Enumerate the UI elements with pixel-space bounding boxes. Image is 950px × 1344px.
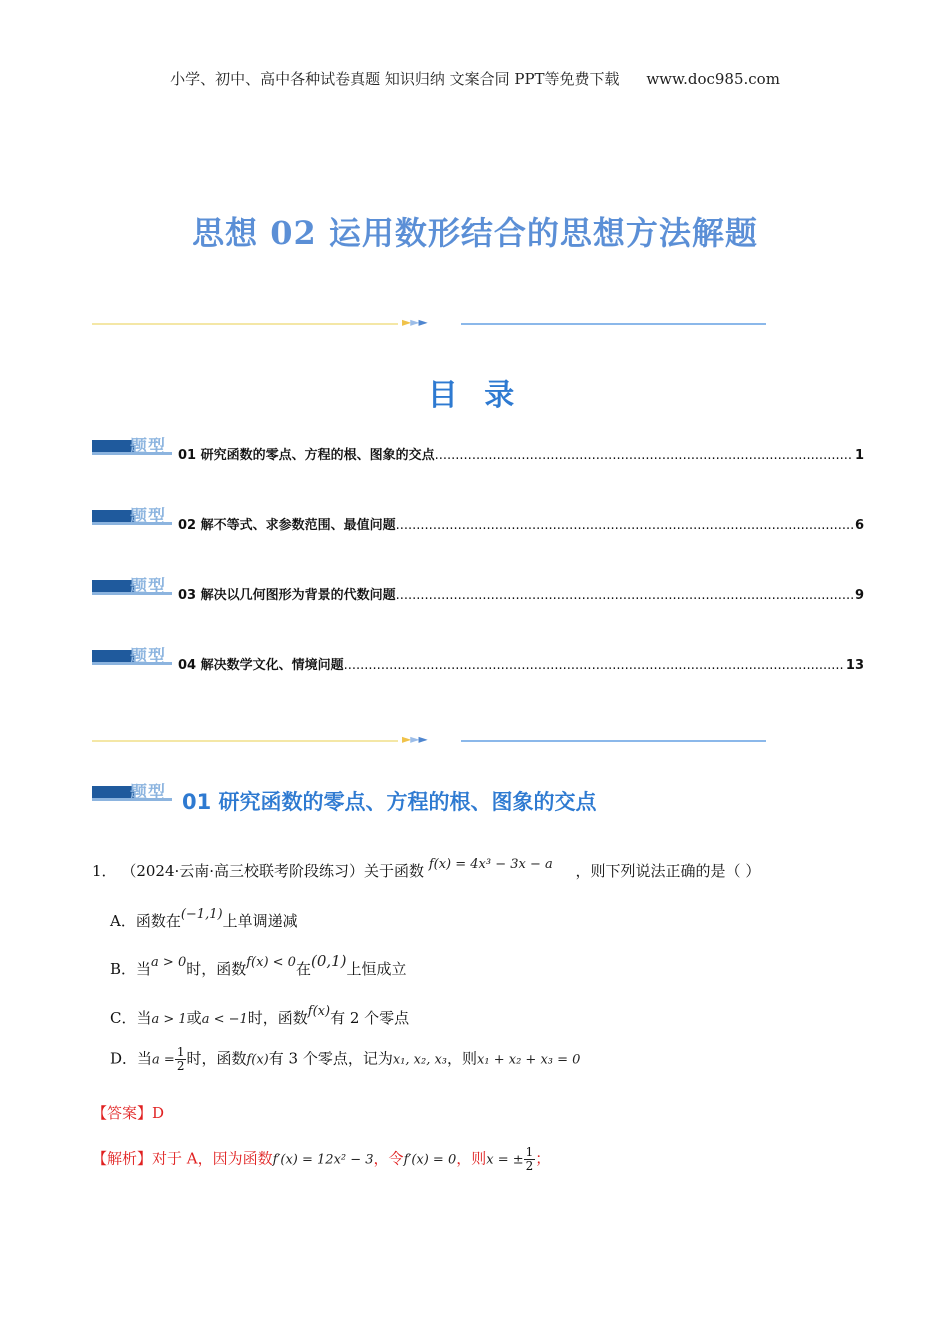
toc-item[interactable] <box>178 654 864 673</box>
triple-arrow-icon: ►►► <box>402 732 427 746</box>
question-source: （2024·云南·高三校联考阶段练习）关于函数 <box>121 862 425 880</box>
question-tail: ，则下列说法正确的是（ ） <box>575 862 761 880</box>
badge-icon: 题型 <box>92 504 172 526</box>
badge-icon: 题型 <box>92 644 172 666</box>
header-url[interactable]: www.doc985.com <box>646 70 780 88</box>
toc-item-page: 1 <box>854 448 864 463</box>
toc-item[interactable] <box>178 444 864 463</box>
toc-leader <box>344 658 844 673</box>
section-heading: 01 研究函数的零点、方程的根、图象的交点 <box>182 790 597 814</box>
toc-item-label: 04 解决数学文化、情境问题 <box>178 658 344 673</box>
option-d[interactable]: D．当a = $\frac{1}{2}$ 时，函数f(x)有 3 个零点，记为x₁, x₂, x₃，则x₁ + x₂ + x₃ = 0 <box>110 1045 581 1073</box>
toc-item-page: 6 <box>854 518 864 533</box>
toc-leader <box>435 448 853 463</box>
fraction: $\frac{1}{2}$ <box>176 1045 185 1073</box>
question-stem <box>92 857 761 881</box>
divider-top <box>92 315 766 330</box>
toc-leader <box>396 518 853 533</box>
answer-value: D <box>152 1104 165 1122</box>
divider-right-line <box>461 740 766 742</box>
option-a[interactable]: A．函数在(−1,1)上单调递减 <box>110 907 298 930</box>
toc-item-label: 01 研究函数的零点、方程的根、图象的交点 <box>178 448 435 463</box>
toc-item-label: 03 解决以几何图形为背景的代数问题 <box>178 588 396 603</box>
badge-icon: 题型 <box>92 780 172 802</box>
toc-item[interactable] <box>178 584 864 603</box>
option-c[interactable]: C．当a > 1或a < −1时，函数f(x)有 2 个零点 <box>110 1004 410 1027</box>
badge-icon: 题型 <box>92 434 172 456</box>
divider-left-line <box>92 323 398 325</box>
divider-right-line <box>461 323 766 325</box>
analysis-line: 【解析】对于 A，因为函数f′(x) = 12x² − 3，令f′(x) = 0，则x = ± $\frac{1}{2}$ ； <box>92 1145 551 1173</box>
analysis-label: 【解析】 <box>92 1149 153 1168</box>
page-title: 思想 02 运用数形结合的思想方法解题 <box>192 214 758 252</box>
fraction: $\frac{1}{2}$ <box>525 1145 534 1173</box>
toc-leader <box>396 588 853 603</box>
divider-left-line <box>92 740 398 742</box>
divider-bottom <box>92 732 766 747</box>
toc-item-page: 9 <box>854 588 864 603</box>
header-text: 小学、初中、高中各种试卷真题 知识归纳 文案合同 PPT等免费下载 <box>170 70 620 88</box>
toc-item[interactable] <box>178 514 864 533</box>
page-header <box>0 68 950 89</box>
toc-item-label: 02 解不等式、求参数范围、最值问题 <box>178 518 396 533</box>
triple-arrow-icon: ►►► <box>402 315 427 329</box>
function-formula: f(x) = 4x³ − 3x − a <box>428 857 553 872</box>
answer-label: 【答案】 <box>92 1104 153 1122</box>
toc-item-page: 13 <box>845 658 864 673</box>
option-b[interactable]: B．当a > 0时，函数f(x) < 0在(0,1)上恒成立 <box>110 952 407 978</box>
toc-heading: 目 录 <box>427 378 523 413</box>
answer-line <box>92 1102 164 1123</box>
question-number: 1． <box>92 862 117 880</box>
badge-icon: 题型 <box>92 574 172 596</box>
